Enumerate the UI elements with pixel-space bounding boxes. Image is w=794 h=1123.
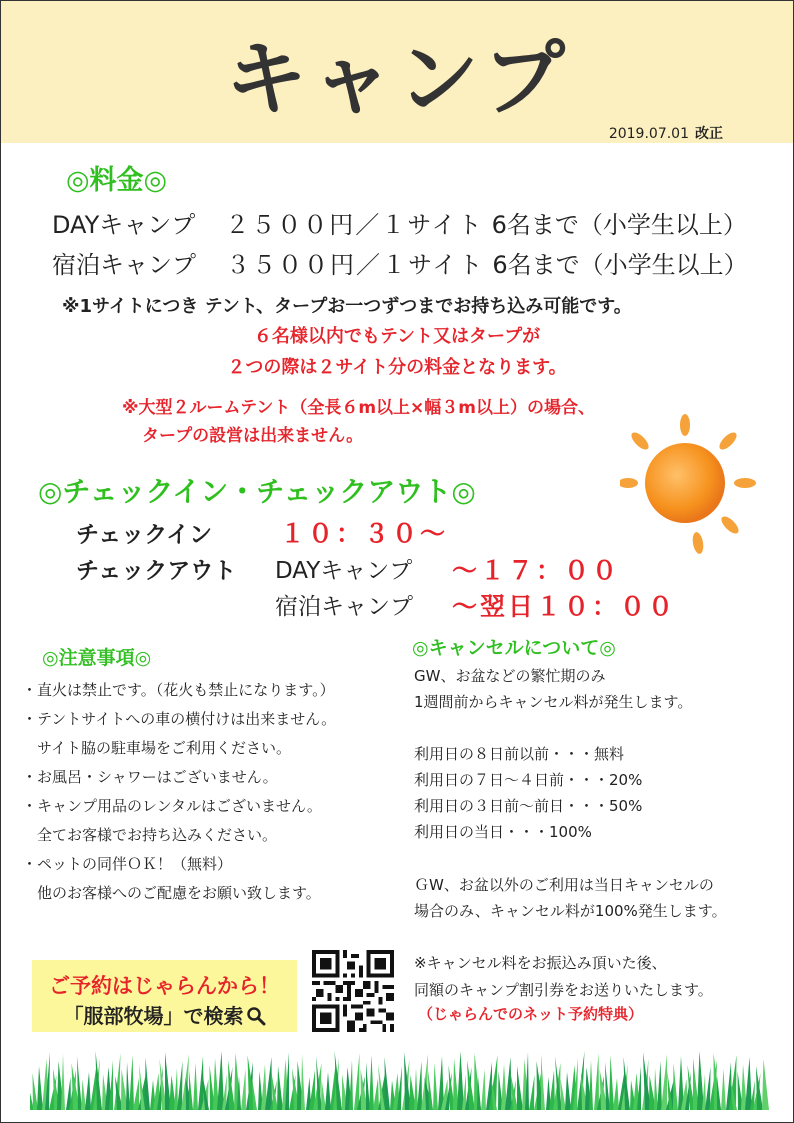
- grass-blade: [657, 1061, 662, 1110]
- cancel-line: ※キャンセル料をお振込み頂いた後、: [414, 954, 667, 972]
- checkout-stay-label: 宿泊キャンプ: [275, 594, 413, 620]
- grass-blade: [129, 1055, 134, 1110]
- grass-blade: [661, 1054, 667, 1110]
- grass-blade: [517, 1066, 523, 1110]
- checkin-label: チェックイン: [76, 522, 213, 548]
- grass-blade: [529, 1075, 535, 1110]
- price-row-name: 宿泊キャンプ: [52, 251, 196, 279]
- tent-warning-1: ※大型２ルームテント（全長６m以上×幅３m以上）の場合、: [122, 398, 596, 418]
- date-text: 2019.07.01: [608, 126, 689, 142]
- price-row-price: ３５００円／１サイト: [226, 251, 485, 279]
- grass-blade: [505, 1057, 512, 1110]
- checkout-day-time: ～１７：００: [452, 556, 621, 585]
- grass-blade: [373, 1078, 379, 1110]
- banner-line-2: [32, 1000, 297, 1029]
- notes-line: ・直火は禁止です。（花火も禁止になります。）: [22, 681, 335, 699]
- grass-blade: [241, 1069, 246, 1110]
- cancel-line: GW、お盆などの繁忙期のみ: [414, 667, 606, 685]
- grass-blade: [717, 1076, 721, 1110]
- grass-blade: [541, 1054, 545, 1110]
- grass-blade: [349, 1060, 353, 1110]
- grass-blade: [613, 1078, 619, 1110]
- grass-blade: [756, 1066, 763, 1110]
- grass-blade: [369, 1055, 374, 1110]
- grass-blade: [414, 1068, 418, 1110]
- price-row-price: ２５００円／１サイト: [225, 211, 484, 239]
- pricing-red-note-1: ６名様以内でもテント又はタープが: [253, 326, 541, 347]
- sun-illustration: [620, 405, 760, 555]
- grass-blade: [589, 1060, 593, 1110]
- grass-blade: [174, 1068, 178, 1110]
- grass-blade: [33, 1073, 39, 1110]
- grass-blade: [354, 1053, 360, 1110]
- price-row-stay: [52, 245, 748, 280]
- notes-line: 全てお客様でお持ち込みください。: [22, 826, 278, 844]
- grass-blade: [301, 1054, 305, 1110]
- reservation-banner[interactable]: [32, 960, 297, 1032]
- notes-line: ・お風呂・シャワーはございません。: [22, 768, 278, 786]
- checkout-label: チェックアウト: [76, 558, 237, 584]
- price-row-day: [52, 205, 747, 240]
- notes-line: ・キャンプ用品のレンタルはございません。: [22, 797, 322, 815]
- checkin-heading: ◎チェックイン・チェックアウト◎: [38, 475, 476, 508]
- cancel-line: 利用日の８日前以前・・・無料: [414, 745, 625, 763]
- grass-blade: [277, 1066, 283, 1110]
- checkout-stay-time: ～翌日１０：００: [452, 592, 677, 621]
- pricing-heading: ◎料金◎: [66, 165, 168, 196]
- tent-warning-2: タープの設営は出来ません。: [142, 426, 364, 446]
- grass-blade: [565, 1072, 571, 1110]
- qr-code[interactable]: [312, 950, 394, 1032]
- page-title: キャンプ: [224, 32, 569, 127]
- grass-blade: [133, 1078, 139, 1110]
- grass-blade: [433, 1063, 438, 1110]
- cancel-list-c: [414, 950, 713, 1004]
- grass-blade: [561, 1079, 567, 1110]
- cancel-spacer: [414, 715, 692, 741]
- grass-blade: [193, 1063, 198, 1110]
- checkout-day-label: DAYキャンプ: [275, 558, 413, 584]
- grass-blade: [745, 1057, 752, 1110]
- grass-illustration: [30, 1045, 770, 1110]
- price-row-name: DAYキャンプ: [52, 211, 196, 239]
- grass-blade: [217, 1051, 224, 1110]
- notes-list: [22, 676, 336, 908]
- grass-blade: [325, 1072, 331, 1110]
- grass-blade: [594, 1053, 599, 1110]
- cancel-list-a: [414, 663, 692, 845]
- cancel-special: （じゃらんでのネット予約特典）: [418, 1005, 644, 1023]
- grass-blade: [654, 1068, 658, 1110]
- cancel-line: 利用日の３日前～前日・・・50%: [414, 797, 643, 815]
- notes-heading: ◎注意事項◎: [42, 647, 152, 669]
- pricing-red-note-2: ２つの際は２サイト分の料金となります。: [227, 357, 567, 378]
- banner-search-text: 「服部牧場」で検索: [63, 1004, 244, 1028]
- revision-label: 改正: [695, 126, 723, 142]
- grass-blade: [457, 1051, 464, 1110]
- grass-blade: [145, 1057, 150, 1110]
- grass-blade: [228, 1060, 235, 1110]
- grass-blade: [481, 1069, 486, 1110]
- grass-blade: [385, 1057, 391, 1110]
- grass-blade: [189, 1070, 193, 1110]
- revision-date: [609, 123, 723, 143]
- cancel-list-b: [414, 872, 727, 924]
- grass-blade: [265, 1057, 272, 1110]
- grass-blade: [81, 1079, 86, 1110]
- cancel-line: 場合のみ、キャンセル料が100%発生します。: [414, 902, 727, 920]
- notes-line: ・ペットの同伴ＯＫ！（無料）: [22, 855, 233, 873]
- header-band: [1, 1, 793, 143]
- grass-blade: [609, 1055, 614, 1110]
- grass-blade: [705, 1067, 711, 1110]
- cancel-line: 同額のキャンプ割引券をお送りいたします。: [414, 981, 713, 999]
- grass-blade: [85, 1072, 91, 1110]
- grass-blade: [321, 1079, 326, 1110]
- grass-blade: [61, 1054, 65, 1110]
- cancel-line: 利用日の７日～４日前・・・20%: [414, 771, 643, 789]
- price-row-capacity: 6名まで（小学生以上）: [491, 211, 747, 239]
- grass-blade: [126, 1062, 130, 1110]
- cancel-line: 利用日の当日・・・100%: [414, 823, 592, 841]
- cancel-heading: ◎キャンセルについて◎: [412, 637, 616, 659]
- cancel-line: ＧW、お盆以外のご利用は当日キャンセルの: [414, 876, 714, 894]
- notes-line: ・テントサイトへの車の横付けは出来ません。: [22, 710, 337, 728]
- magnifier-icon: [246, 1006, 266, 1026]
- notes-line: サイト脇の駐車場をご利用ください。: [22, 739, 291, 757]
- notes-line: 他のお客様へのご配慮をお願い致します。: [22, 884, 321, 902]
- grass-blade: [37, 1066, 43, 1110]
- cancel-line: 1週間前からキャンセル料が発生します。: [414, 693, 693, 711]
- banner-line-1: ご予約はじゃらんから！: [49, 974, 280, 998]
- checkin-time: １０：３０～: [280, 519, 449, 548]
- grass-blade: [417, 1061, 422, 1110]
- price-row-capacity: 6名まで（小学生以上）: [492, 251, 748, 279]
- pricing-note: ※1サイトにつき テント、タープお一つずつまでお持ち込み可能です。: [62, 296, 632, 317]
- grass-blade: [762, 1059, 769, 1110]
- grass-blade: [721, 1069, 726, 1110]
- grass-blade: [673, 1063, 678, 1110]
